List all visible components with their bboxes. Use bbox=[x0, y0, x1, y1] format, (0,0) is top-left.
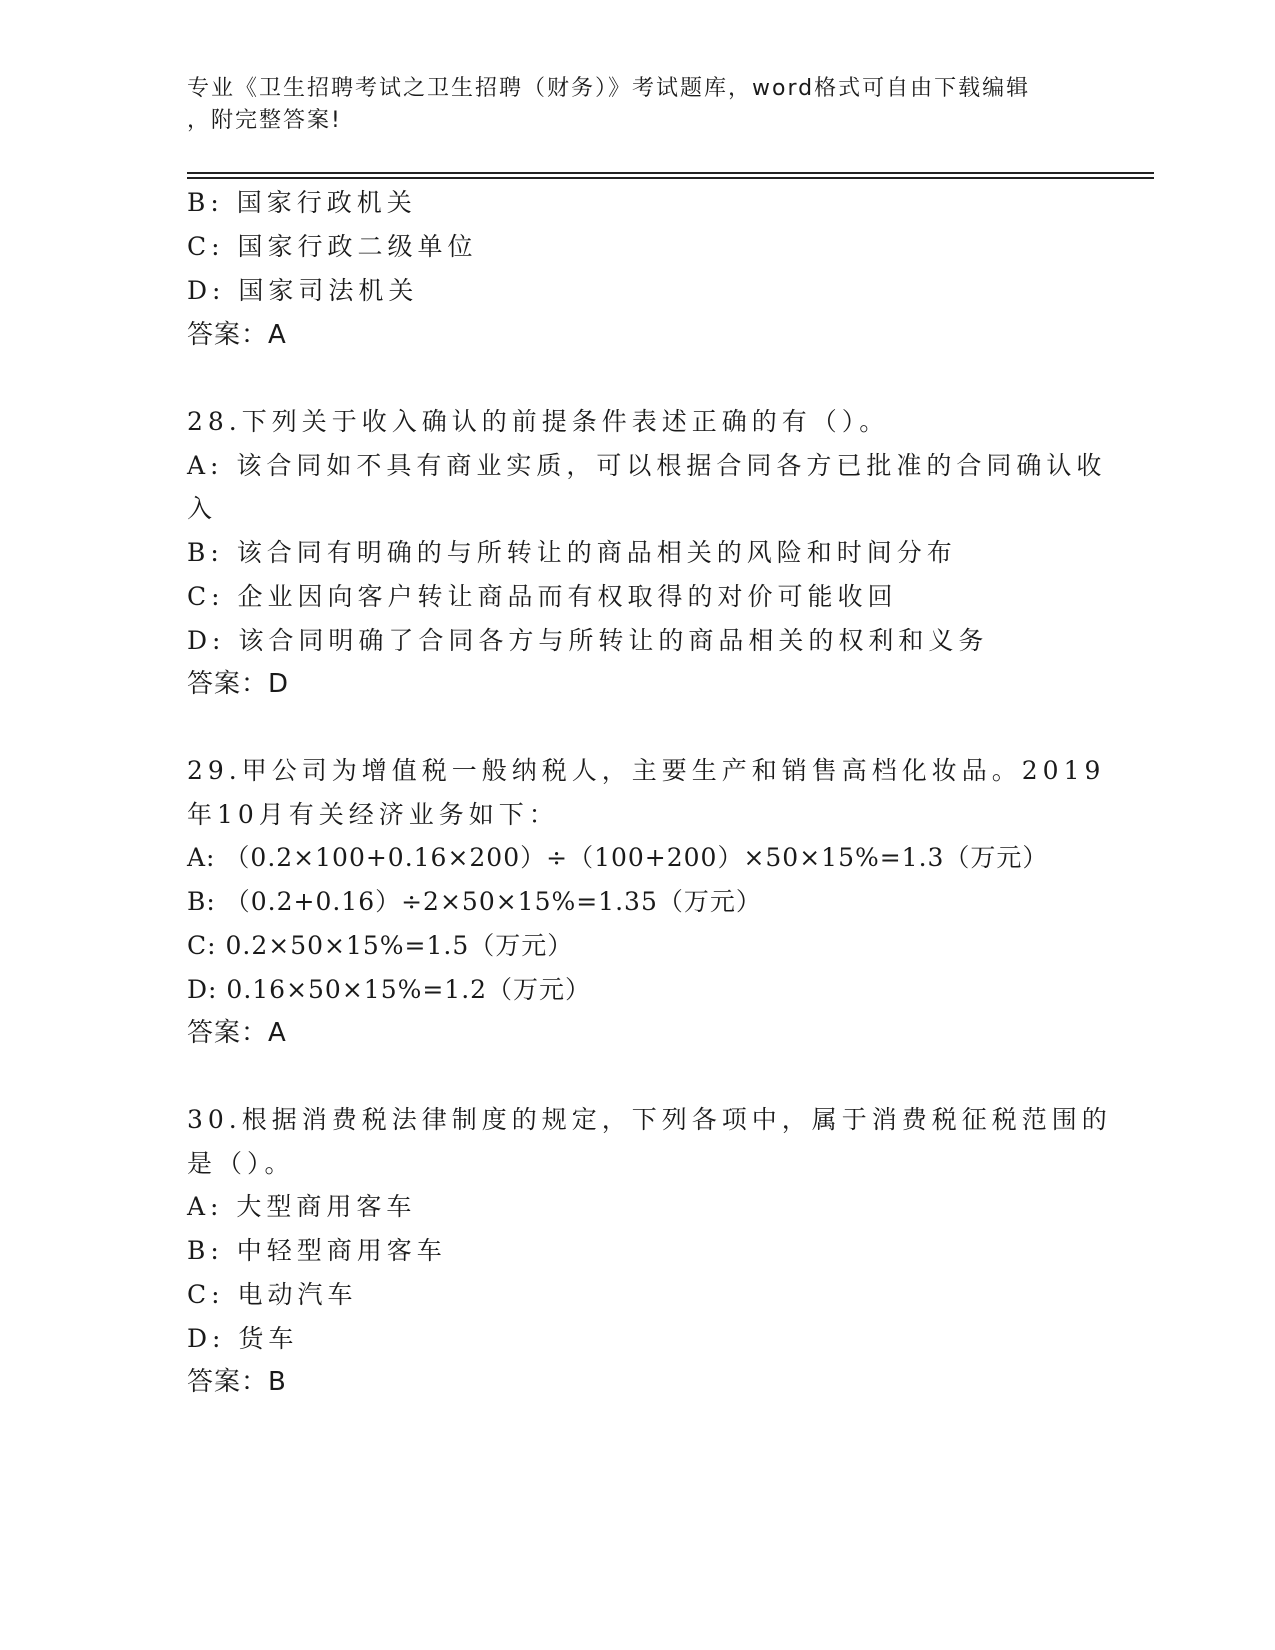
option-a: A: （0.2×100+0.16×200）÷（100+200）×50×15%=1.3（万元） bbox=[187, 843, 1049, 872]
question-text-continued: 年10月有关经济业务如下： bbox=[187, 800, 559, 829]
option-d: D: 货车 bbox=[187, 1324, 299, 1353]
header-rule-bottom bbox=[187, 177, 1154, 179]
option-c: C: 电动汽车 bbox=[187, 1280, 358, 1309]
answer: 答案：B bbox=[187, 1367, 287, 1397]
question-text: 29.甲公司为增值税一般纳税人，主要生产和销售高档化妆品。2019 bbox=[187, 756, 1106, 785]
option-c: C: 企业因向客户转让商品而有权取得的对价可能收回 bbox=[187, 582, 898, 611]
option-b: B: 该合同有明确的与所转让的商品相关的风险和时间分布 bbox=[187, 538, 957, 567]
option-d: D: 0.16×50×15%=1.2（万元） bbox=[187, 975, 592, 1004]
answer: 答案：A bbox=[187, 1018, 287, 1048]
option-c: C: 国家行政二级单位 bbox=[187, 232, 478, 261]
option-a: A: 该合同如不具有商业实质，可以根据合同各方已批准的合同确认收 bbox=[187, 451, 1107, 480]
option-a-continued: 入 bbox=[187, 494, 218, 523]
question-text: 30.根据消费税法律制度的规定，下列各项中，属于消费税征税范围的 bbox=[187, 1105, 1112, 1134]
header-title-line2: ，附完整答案! bbox=[187, 108, 342, 133]
option-b: B: （0.2+0.16）÷2×50×15%=1.35（万元） bbox=[187, 887, 762, 916]
question-text-continued: 是（）。 bbox=[187, 1149, 295, 1178]
question-text: 28.下列关于收入确认的前提条件表述正确的有（）。 bbox=[187, 407, 890, 436]
option-b: B: 国家行政机关 bbox=[187, 188, 417, 217]
option-d: D: 该合同明确了合同各方与所转让的商品相关的权利和义务 bbox=[187, 626, 989, 655]
answer: 答案：A bbox=[187, 320, 287, 350]
option-d: D: 国家司法机关 bbox=[187, 276, 419, 305]
option-a: A: 大型商用客车 bbox=[187, 1192, 417, 1221]
option-c: C: 0.2×50×15%=1.5（万元） bbox=[187, 931, 574, 960]
header-rule-top bbox=[187, 172, 1154, 174]
header-title-line1: 专业《卫生招聘考试之卫生招聘（财务）》考试题库，word格式可自由下载编辑 bbox=[187, 76, 1031, 101]
answer: 答案：D bbox=[187, 669, 290, 699]
option-b: B: 中轻型商用客车 bbox=[187, 1236, 447, 1265]
